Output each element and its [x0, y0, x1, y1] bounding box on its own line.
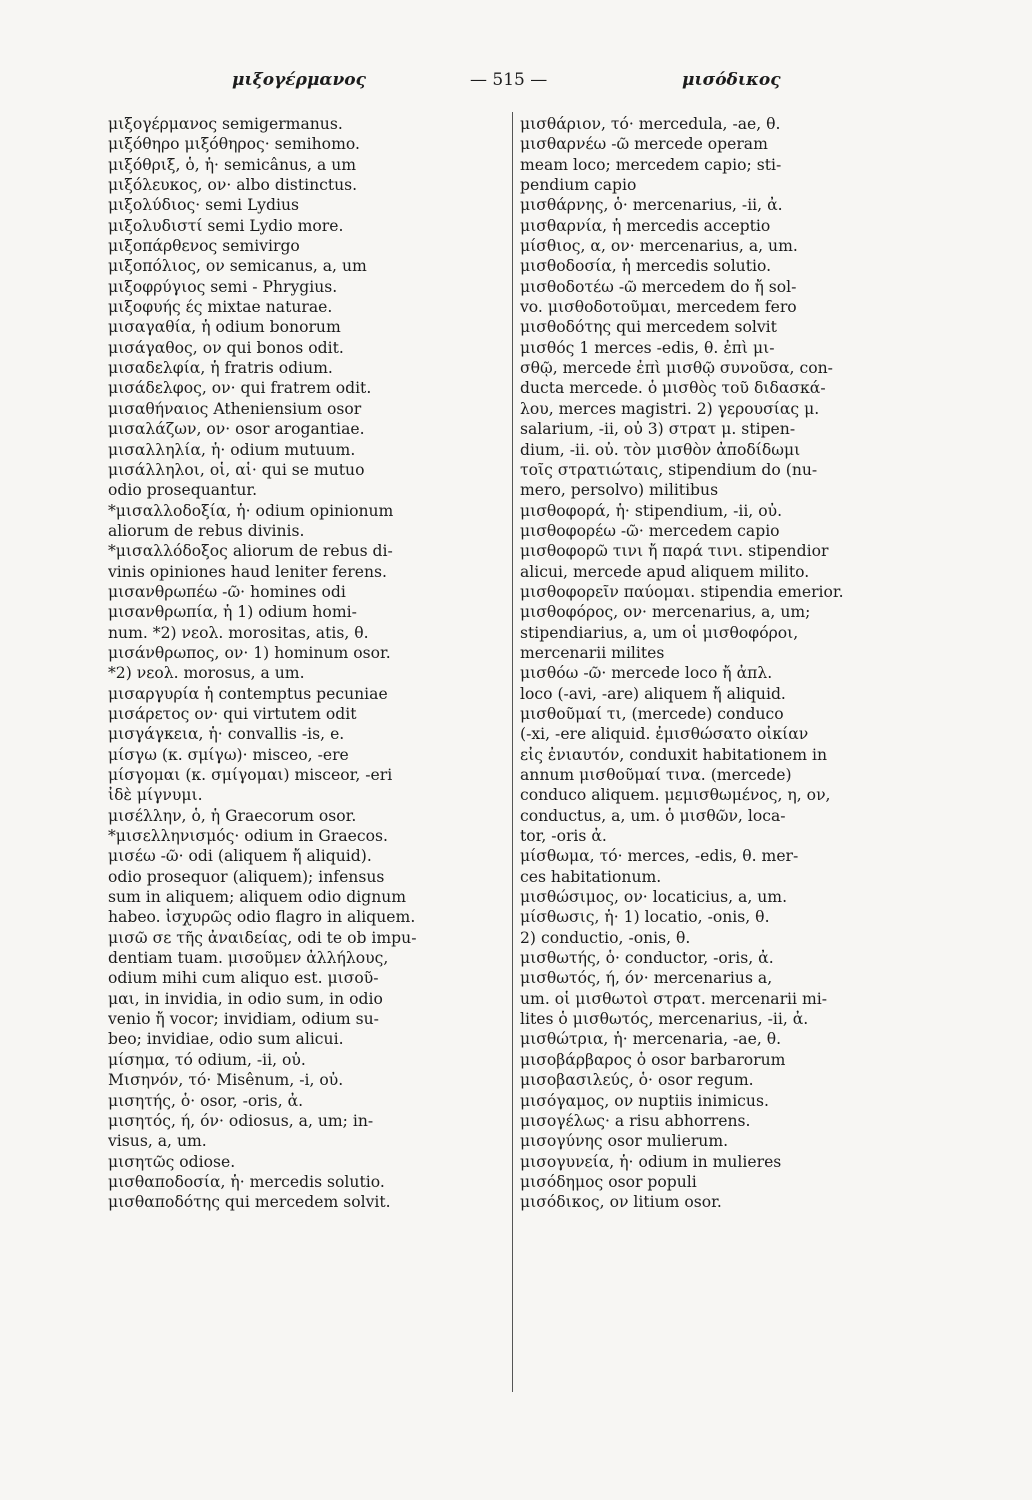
- dictionary-line: μισαδελφία, ἡ fratris odium.: [108, 359, 333, 378]
- dictionary-line: εἰς ἐνιαυτόν, conduxit habitationem in: [520, 745, 828, 764]
- dictionary-line: (-xi, -ere aliquid. ἐμισθώσατο οἰκίαν: [520, 725, 809, 744]
- dictionary-line: μιξόλευκος, ον· albo distinctus.: [108, 176, 358, 195]
- dictionary-line: μισθώτρια, ἡ· mercenaria, -ae, θ.: [520, 1030, 782, 1049]
- dictionary-line: conductus, a, um. ὁ μισθῶν, loca-: [520, 806, 786, 825]
- dictionary-line: habeo. ἰσχυρῶς odio flagro in aliquem.: [108, 908, 416, 927]
- dictionary-line: μιξολύδιος· semi Lydius: [108, 196, 299, 215]
- dictionary-line: μισῶ σε τῆς ἀναιδείας, odi te ob impu-: [108, 928, 417, 947]
- dictionary-line: beo; invidiae, odio sum alicui.: [108, 1030, 344, 1049]
- column-divider: [512, 112, 513, 1392]
- dictionary-line: μισάγαθος, ον qui bonos odit.: [108, 338, 344, 357]
- dictionary-line: μισθαρνία, ἡ mercedis acceptio: [520, 216, 771, 235]
- left-guide-word: μιξογέρμανος: [232, 70, 366, 90]
- dictionary-line: ducta mercede. ὁ μισθὸς τοῦ διδασκά-: [520, 379, 826, 398]
- dictionary-line: μιξόθηρο μιξόθηρος· semihomo.: [108, 135, 360, 154]
- dictionary-line: Μισηνόν, τό· Misênum, -i, οὐ.: [108, 1071, 344, 1090]
- dictionary-line: τοῖς στρατιώταις, stipendium do (nu-: [520, 460, 818, 479]
- dictionary-line: μισθωτός, ή, όν· mercenarius a,: [520, 969, 773, 988]
- page-header: [0, 70, 1032, 100]
- dictionary-line: μισθοφορῶ τινι ἤ παρά τινι. stipendior: [520, 542, 829, 561]
- dictionary-line: μίσθιος, α, ον· mercenarius, a, um.: [520, 237, 798, 256]
- dictionary-line: μιξοπόλιος, ον semicanus, a, um: [108, 257, 367, 276]
- dictionary-line: μιξόθριξ, ὁ, ἡ· semicânus, a um: [108, 155, 357, 174]
- dictionary-line: λου, merces magistri. 2) γερουσίας μ.: [520, 399, 820, 418]
- dictionary-line: ces habitationum.: [520, 867, 662, 886]
- dictionary-line: μισογύνης osor mulierum.: [520, 1132, 729, 1151]
- dictionary-line: μιξογέρμανος semigermanus.: [108, 115, 343, 133]
- right-column: [520, 114, 930, 1213]
- dictionary-line: μισητῶς odiose.: [108, 1152, 236, 1171]
- dictionary-line: μίσγομαι (κ. σμίγομαι) misceor, -eri: [108, 766, 393, 784]
- dictionary-line: odio prosequantur.: [108, 481, 258, 500]
- dictionary-line: *μισαλλόδοξος aliorum de rebus di-: [108, 542, 393, 561]
- dictionary-line: μισθοδοτέω -ῶ mercedem do ἤ sol-: [520, 277, 797, 296]
- dictionary-line: annum μισθοῦμαί τινα. (mercede): [520, 766, 792, 784]
- dictionary-line: dium, -ii. οὐ. τὸν μισθὸν ἀποδίδωμι: [520, 440, 801, 459]
- dictionary-line: σθῷ, mercede ἐπὶ μισθῷ συνοῦσα, con-: [520, 359, 833, 378]
- dictionary-line: lites ὁ μισθωτός, mercenarius, -ii, ἀ.: [520, 1010, 809, 1029]
- dictionary-line: μίσθωμα, τό· merces, -edis, θ. mer-: [520, 847, 799, 866]
- dictionary-line: aliorum de rebus divinis.: [108, 521, 305, 540]
- left-column: [108, 114, 508, 1213]
- dictionary-line: μισθοφόρος, ον· mercenarius, a, um;: [520, 603, 811, 622]
- dictionary-line: μισανθρωπία, ἡ 1) odium homi-: [108, 603, 357, 622]
- dictionary-line: dentiam tuam. μισοῦμεν ἀλλήλους,: [108, 949, 389, 968]
- dictionary-line: μισάρετος ον· qui virtutem odit: [108, 704, 357, 723]
- dictionary-line: *μισαλλοδοξία, ἡ· odium opinionum: [108, 501, 394, 520]
- dictionary-line: μισθωτής, ὁ· conductor, -oris, ἀ.: [520, 949, 774, 968]
- right-guide-word: μισόδικος: [682, 70, 781, 90]
- dictionary-line: venio ἤ vocor; invidiam, odium su-: [108, 1010, 379, 1029]
- dictionary-line: odio prosequor (aliquem); infensus: [108, 867, 385, 886]
- dictionary-line: odium mihi cum aliquo est. μισοῦ-: [108, 969, 379, 988]
- dictionary-line: μισθόω -ῶ· mercede loco ἤ ἀπλ.: [520, 664, 773, 683]
- dictionary-line: μισθοφορέω -ῶ· mercedem capio: [520, 521, 780, 540]
- dictionary-line: μισθοδοσία, ἡ mercedis solutio.: [520, 257, 772, 276]
- dictionary-line: vo. μισθοδοτοῦμαι, mercedem fero: [520, 298, 797, 317]
- dictionary-line: μιξοφυής ές mixtae naturae.: [108, 298, 333, 317]
- dictionary-line: μιξοπάρθενος semivirgo: [108, 237, 300, 256]
- dictionary-line: μισόγαμος, ον nuptiis inimicus.: [520, 1091, 769, 1110]
- dictionary-line: μισογέλως· a risu abhorrens.: [520, 1111, 751, 1130]
- dictionary-line: mercenarii milites: [520, 643, 665, 662]
- dictionary-line: μισόδημος osor populi: [520, 1172, 697, 1191]
- dictionary-line: μίσγω (κ. σμίγω)· misceo, -ere: [108, 745, 349, 764]
- dictionary-line: μισοβασιλεύς, ὁ· osor regum.: [520, 1071, 754, 1090]
- dictionary-line: μιξοφρύγιος semi - Phrygius.: [108, 277, 338, 296]
- dictionary-line: μισθοφορεῖν παύομαι. stipendia emerior.: [520, 582, 844, 601]
- dictionary-line: ἰδὲ μίγνυμι.: [108, 786, 203, 805]
- dictionary-line: μισοβάρβαρος ὁ osor barbarorum: [520, 1050, 786, 1069]
- dictionary-line: μισογυνεία, ἡ· odium in mulieres: [520, 1152, 782, 1171]
- dictionary-line: μισθοῦμαί τι, (mercede) conduco: [520, 704, 784, 723]
- dictionary-line: μισθάριον, τό· mercedula, -ae, θ.: [520, 115, 781, 133]
- dictionary-line: num. *2) νεολ. morositas, atis, θ.: [108, 623, 369, 642]
- dictionary-line: μισητής, ὁ· osor, -oris, ἀ.: [108, 1091, 304, 1110]
- dictionary-line: μισαγαθία, ἡ odium bonorum: [108, 318, 341, 337]
- dictionary-line: μισάνθρωπος, ον· 1) hominum osor.: [108, 643, 391, 662]
- dictionary-line: μίσημα, τό odium, -ii, οὐ.: [108, 1050, 306, 1069]
- dictionary-line: *μισελληνισμός· odium in Graecos.: [108, 827, 388, 846]
- dictionary-line: μισθαποδότης qui mercedem solvit.: [108, 1193, 391, 1212]
- dictionary-line: meam loco; mercedem capio; sti-: [520, 155, 782, 174]
- dictionary-line: μισαθήναιος Atheniensium osor: [108, 399, 362, 418]
- dictionary-line: μισθοδότης qui mercedem solvit: [520, 318, 777, 337]
- dictionary-line: μισθάρνης, ὁ· mercenarius, -ii, ἀ.: [520, 196, 783, 215]
- dictionary-line: um. οἱ μισθωτοὶ στρατ. mercenarii mi-: [520, 989, 827, 1008]
- dictionary-line: μισθαποδοσία, ἡ· mercedis solutio.: [108, 1172, 385, 1191]
- dictionary-line: μισέω -ῶ· odi (aliquem ἤ aliquid).: [108, 847, 372, 866]
- dictionary-line: sum in aliquem; aliquem odio dignum: [108, 888, 407, 907]
- dictionary-line: mero, persolvo) militibus: [520, 481, 719, 500]
- dictionary-line: μισάδελφος, ον· qui fratrem odit.: [108, 379, 372, 398]
- dictionary-line: μισθαρνέω -ῶ mercede operam: [520, 135, 768, 154]
- dictionary-line: 2) conductio, -onis, θ.: [520, 928, 691, 947]
- dictionary-line: μισαργυρία ἡ contemptus pecuniae: [108, 684, 388, 703]
- dictionary-line: μισόδικος, ον litium osor.: [520, 1193, 722, 1212]
- dictionary-line: vinis opiniones haud leniter ferens.: [108, 562, 387, 581]
- dictionary-line: μισητός, ή, όν· odiosus, a, um; in-: [108, 1111, 374, 1130]
- dictionary-line: salarium, -ii, οὐ 3) στρατ μ. stipen-: [520, 420, 796, 439]
- dictionary-line: μισανθρωπέω -ῶ· homines odi: [108, 582, 346, 601]
- dictionary-line: μιξολυδιστί semi Lydio more.: [108, 216, 344, 235]
- dictionary-line: visus, a, um.: [108, 1132, 207, 1151]
- dictionary-line: μισαλληλία, ἡ· odium mutuum.: [108, 440, 356, 459]
- dictionary-line: alicui, mercede apud aliquem milito.: [520, 562, 810, 581]
- dictionary-line: μίσθωσις, ἡ· 1) locatio, -onis, θ.: [520, 908, 770, 927]
- dictionary-line: μισέλλην, ὁ, ἡ Graecorum osor.: [108, 806, 357, 825]
- dictionary-line: μαι, in invidia, in odio sum, in odio: [108, 989, 383, 1008]
- page-number: — 515 —: [470, 70, 548, 90]
- dictionary-line: μισθοφορά, ἡ· stipendium, -ii, οὐ.: [520, 501, 783, 520]
- dictionary-line: tor, -oris ἀ.: [520, 827, 607, 846]
- dictionary-line: conduco aliquem. μεμισθωμένος, η, ον,: [520, 786, 831, 805]
- dictionary-line: μισαλάζων, ον· osor arogantiae.: [108, 420, 365, 439]
- dictionary-line: μισθός 1 merces -edis, θ. ἐπὶ μι-: [520, 338, 775, 357]
- dictionary-line: μισθώσιμος, ον· locaticius, a, um.: [520, 888, 788, 907]
- dictionary-line: μισγάγκεια, ἡ· convallis -is, e.: [108, 725, 345, 744]
- dictionary-line: pendium capio: [520, 176, 637, 195]
- dictionary-line: stipendiarius, a, um οἱ μισθοφόροι,: [520, 623, 799, 642]
- dictionary-line: μισάλληλοι, οἱ, αἱ· qui se mutuo: [108, 460, 365, 479]
- dictionary-line: *2) νεολ. morosus, a um.: [108, 664, 305, 683]
- dictionary-line: loco (-avi, -are) aliquem ἤ aliquid.: [520, 684, 786, 703]
